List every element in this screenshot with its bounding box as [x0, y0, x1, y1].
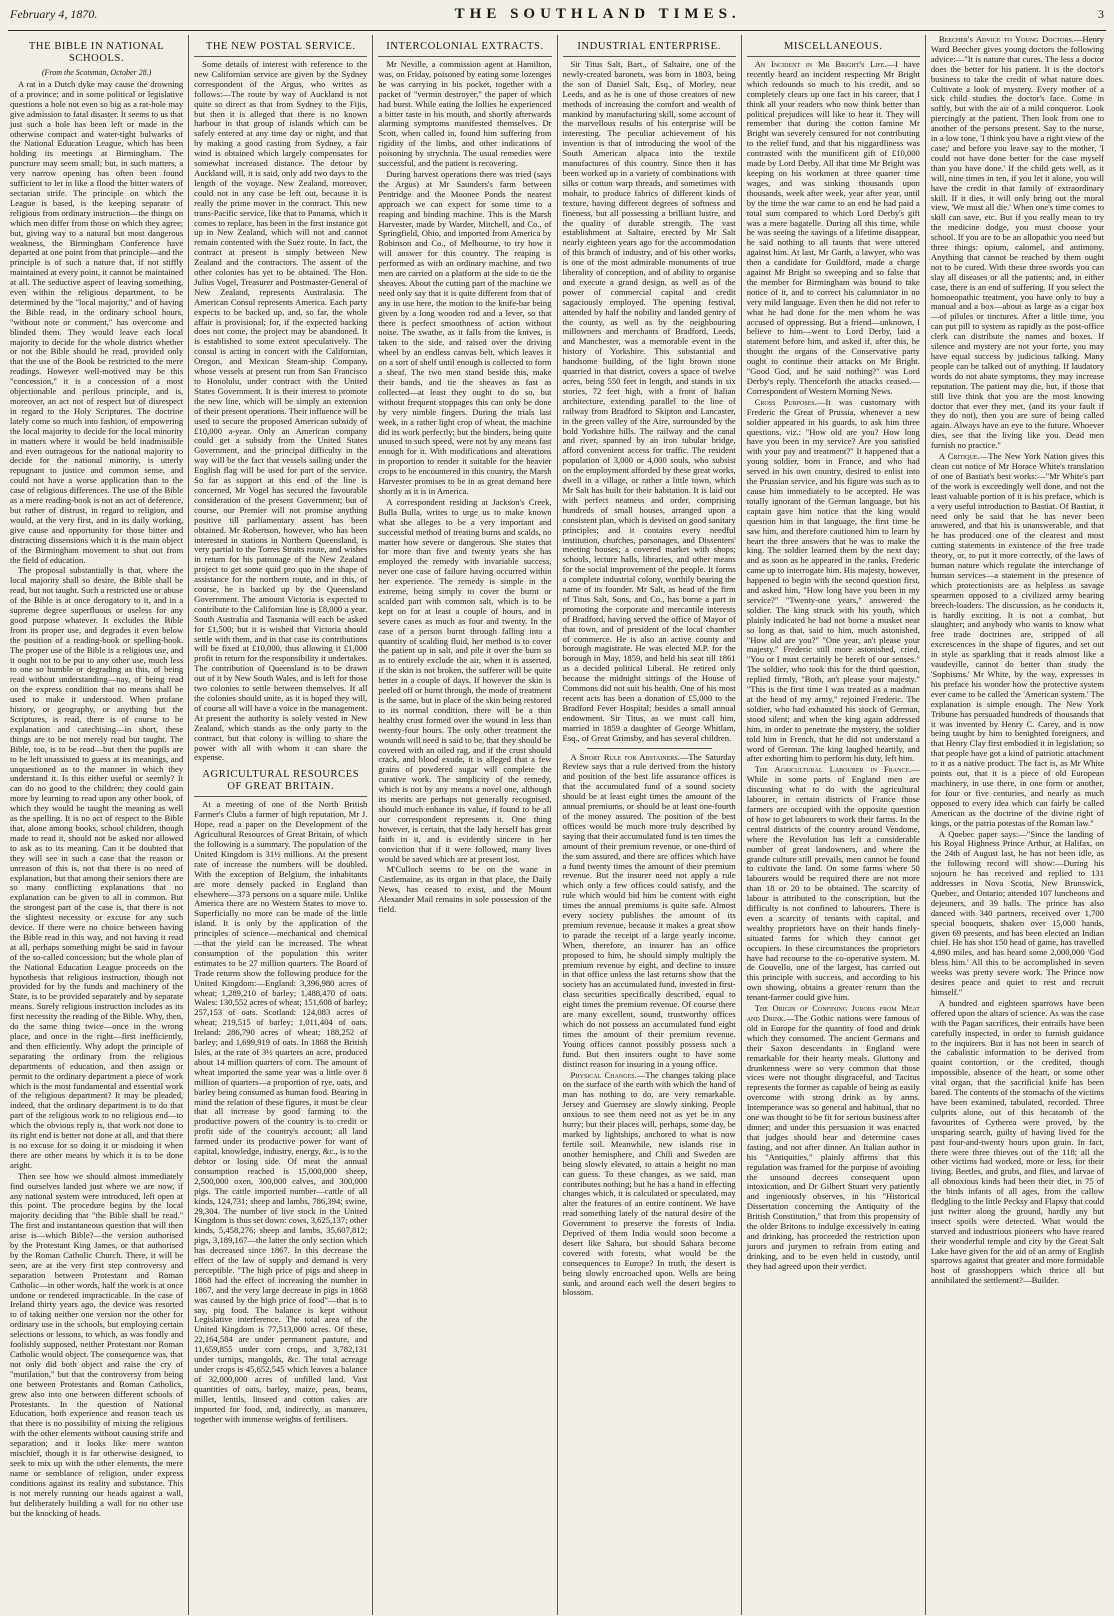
article-paragraph: At a meeting of one of the North British Farmer's Clubs a farmer of high reputation, Mr J. Hope, read a paper on the Development of the Agricultural Resources of Great Britain, of which the following is a summary. The population of the United Kingdom is 31½ millions. At the present rate of increase the numbers will be doubled. With the exception of Belgium, the inhabitants are more densely packed in England than elsewhere—373 persons on a square mile. Unlike America there are no Western States to move to. Superficially no more can be made of the little island. It is only by the application of the principles of science—mechanical and chemical—that the yield can be increased. The wheat consumption of the population this writer estimates to be 27 million quarters. The Board of Trade returns show the following produce for the United Kingdom:—England: 3,396,980 acres of wheat; 1,289,210 of barley; 1,488,470 of oats. Wales: 130,552 acres of wheat; 151,608 of barley; 257,153 of oats. Scotland: 124,083 acres of wheat; 219,515 of barley; 1,011,404 of oats. Ireland: 286,790 acres of wheat; 188,252 of barley; and 1,699,919 of oats. In 1868 the British Isles, at the rate of 3½ quarters an acre, produced about 14 million quarters of corn. The amount of wheat imported the same year was a little over 8 million of quarters—a proportion of rye, oats, and barley being consumed as human food. Bearing in mind the relation of these figures, it must be clear that all increase by good farming to the productive powers of the country is to credit or profit side of the country's account; all land farmed under its productive power for want of capital, knowledge, industry, energy, &c., is to the debtor or losing side. Of meat the annual consumption reached is 15,000,000 sheep, 2,500,000 oxen, 300,000 calves, and 300,000 pigs. The cattle imported number—cattle of all kinds, 124,731; sheep and lambs, 786,394; swine, 29,304. The number of live stock in the United Kingdom is thus set down: cows, 3,625,137; other kinds, 5,458,276; sheep and lambs, 35,607,812; pigs, 3,189,167—the latter the only section which has decreased since 1867. In this decrease the effect of the law of supply and demand is very perceptible. "The high price of pigs and sheep in 1868 had the effect of increasing the number in 1867, and the very large decrease in pigs in 1868 was caused by the high price of food"—that is to say, pig food. The balance is kept without Legislative interference. The total area of the United Kingdom is 77,513,000 acres. Of these, 22,164,584 are under permanent pasture, and 11,659,855 under corn crops, and 3,782,131 under turnips, mangolds, &c. The total acreage under crops is 45,652,545 which leaves a balance of 32,000,000 acres of unfilled land. Vast quantities of oats, barley, maize, peas, beans, millet, lentils, linseed and cotton cakes are imported for food, and, indirectly, as manures, together with immense weights of fertilisers. — [194, 799, 368, 1424]
paragraph-body: —The changes taking place on the surface of the earth with which the hand of man has nothing to do, are very remarkable. Jersey and Guernsey are slowly sinking. People anxious to see them need not as yet be in any hurry; but their places will, perhaps, some day, be marked by lightships, anchored to what is now fertile soil. Meanwhile, new islands rise in another hemisphere, and Chili and Sweden are being slowly elevated, to attain a height no man can guess. To these changes, as we said, man contributes nothing; but he has a hand in effecting changes which, it is calculated or speculated, may alter the features of an entire continent. We have read something lately of the natural desire of the Government to preserve the forests of India. Deprived of them India would soon become a desert like Sahara, but should Sahara become covered with forests, what would be the consequences to Europe? In truth, the desert is being slowly encroached upon. Wells are being sunk, and around each well the desert begins to blossom. — [562, 1069, 736, 1298]
article-paragraph: The proposal substantially is that, where the local majority shall so desire, the Bible shall be read, but not taught. Such a restricted use or abuse of the Bible is at once derogatory to it, and in a supreme degree superfluous or useless for any good purpose whatever. It excludes the Bible from its proper use, and degrades it even below the position of a reading-book or spelling-book. The proper use of the Bible is a religious use, and it ought not to be put to any other use, much less to one so humble or degrading as this, of being read without understanding—nay, of being read on the express condition that no means shall be used to make it understood. When profane history, or geography, or anything but the Scriptures, is read, there is of course to be explanation and catechising—in short, these things are to be not merely read but taught. The Bible, too, is to be read—but then the pupils are to be left unassisted to guess at its meanings, and unquestioned as to the manner in which they understand it. Is this either useful or seemly? It can do no good to the children; they could gain more by learning to read upon any other book, of which they would be taught the meaning as well as the spelling. It is no act of respect to the Bible that, alone among books, school children, though made to read it, should not be asked nor allowed to ask as to its meaning. Can it be doubted that they will see in such a case that the reason or unreason of this is, not that there is no need of explanation, but that among their seniors there are so many conflicting explanations that no explanation can be given to all in common. But the strongest part of the case is, that there is not the slightest necessity or excuse for any such device. If there were no choice between having the Bible read in this way, and not having it read at all, perhaps something might be said in favour of the so-called concession; but the whole plan of the National Education League proceeds on the hypothesis that religious instruction, though not provided for by the funds and machinery of the State, is to be provided separately and by separate means. Surely religious instruction includes as its first necessity the reading of the Bible. Why, then, do the same thing twice—once in the wrong place, and once in the right—first inefficiently, and then efficiently. Why adopt the principle of separating the ordinary from the religious departments of education, and then assign or permit to the ordinary department a piece of work which is the most fundamental and essential work of the religious department? It may be pleaded, indeed, that the ordinary department is to do that part of the religious work to no religious end—to which the obvious reply is, that work not done to its right end is better not done at all, and that there is no excuse for so doing it or misdoing it when there are other means by which it is to be done aright. — [10, 565, 184, 1170]
column-4 — [557, 35, 741, 1615]
article-paragraph: A correspondent residing at Jackson's Creek, Bulla Bulla, writes to urge us to make known what she alleges to be a very important and successful method of treating burns and scalds, no matter how severe or dangerous. She states that for more than five and twenty years she has employed the remedy with invariable success, never one case of failure having occurred within her experience. The remedy is simple in the extreme, being simply to cover the burnt or scalded part with common salt, which is to be kept on for at least a couple of hours, and in severe cases as much as four and twenty. In the case of a person burnt through falling into a quantity of scalding fluid, her method is to cover the patient up in salt, and pile it over the burn so as to entirely exclude the air, when it is asserted, if the skin is not broken, the sufferer will be quite better in a couple of days. If however the skin is peeled off or burnt through, the mode of treatment is the same, but in place of the skin being restored to its normal condition, there will be a thin healthy crust formed over the wound in less than twenty-four hours. The only other treatment the wounds will need is said to be, that they should be covered with an oiled rag, and if the crust should crack, and blood exude, it is alleged that a few grains of powdered sugar will complete the curative work. The simplicity of the remedy, which is not by any means a novel one, although its merits are perhaps not generally recognised, should much enhance its value, if found to be all our correspondent represents it. One thing however, is certain, that the lady herself has great faith in it, and is evidently sincere in her conviction that if it were followed, many lives would be saved which are at present lost. — [378, 496, 552, 864]
article-paragraph: Sir Titus Salt, Bart., of Saltaire, one of the newly-created baronets, was born in 1803, being the son of Daniel Salt, Esq., of Morley, near Leeds, and as he is one of those creators of new methods of increasing the comfort and wealth of mankind by manufacturing skill, some account of the marvellous results of his enterprise will be interesting. The peculiar achievement of his invention is that of introducing the wool of the South American alpaca into the textile manufactures of this country. Since then it has been worked up in a variety of combinations with silks or cotton warp threads, and sometimes with mohair, to produce fabrics of different kinds of texture, having different degrees of softness and fineness, but all possessing a brilliant lustre, and the quality of durable strength. The vast establishment at Saltaire, erected by Mr Salt nearly eighteen years ago for the accommodation of this branch of industry, and of his other works, is one of the most admirable monuments of true liberality of conception, and of ability to organise and execute a grand design, as well as of the power of commercial capital and credit sagaciously employed. The opening festival, attended by half the nobility and landed gentry of the county, as well as by the neighbouring millowners and merchants of Bradford, Leeds, and Manchester, was a memorable event in the history of Yorkshire. This substantial and handsome building, of the light brown stone quarried in that district, covers a space of twelve acres, being 550 feet in length, and stands in six stories, 72 feet high, with a front of Italian architecture, extending parallel to the line of railway from Bradford to Skipton and Lancaster, in the green valley of the Aire, surrounded by the bold Yorkshire hills. The railway and the canal and river, spanned by an iron tubular bridge, afford convenient access for traffic. The resident population of 3,000 or 4,000 souls, who subsist on the employment afforded by these great works, dwell in a village, or rather a little town, which Mr Salt has built for their habitation. It is laid out with perfect neatness and order, comprising hundreds of small houses, arranged upon a consistent plan, which is devised on good sanitary principles; and it contains every needful institution, churches, parsonages, and Dissenters' meeting houses; a covered market with shops; schools, lecture halls, libraries, and other means for the social improvement of the people. It forms a complete industrial colony, worthily bearing the name of its founder. Mr Salt, as head of the firm of Titus Salt, Sons, and Co., has borne a part in promoting the corporate and mercantile interests of Bradford, having served the office of Mayor of that town, and of president of the local chamber of commerce. He is also an active county and borough magistrate. He was elected M.P. for the borough in May, 1859, and held his seat till 1861 as a decided political Liberal. He retired only because the midnight sittings of the House of Commons did not suit his health. One of his most recent acts has been a donation of £5,000 to the Bradford Fever Hospital; besides a small annual endowment. Sir Titus, as we must call him, married in 1859 a daughter of George Whitlam, Esq., of Great Grimsby, and has several children. — [562, 59, 736, 743]
paragraph-body: —While in some parts of England men are discussing what to do with the agricultural labourer, in certain districts of France those farmers are occupied with the opposite question of how to get labourers to work their farms. In the central districts of the country around Vendome, where the Revolution has left a considerable number of great landowners, and where the grande culture still prevails, men cannot be found to cultivate the land. On some farms where 50 labourers would be required there are not more than 18 or 20 to be obtained. The scarcity of labour is attributed to the conscription, but the difficulty is not confined to labourers. There is even a scarcity of tenants with capital, and wealthy proprietors have on their hands finely-situated farms for which they cannot get occupiers. In these circumstances the proprietors have had recourse to the co-operative system. M. de Gouvello, one of the largest, has carried out this principle with success, and according to his own showing, obtains a greater return than the tenant-farmer could give him. — [746, 764, 920, 1003]
article-paragraph: Some details of interest with reference to the new Californian service are given by the Sydney correspondent of the Argus, who writes as follows:—The route by way of Auckland is not quite so direct as that from Sydney to the Fijis, but then it is alleged that there is no known harbour in that group of islands which can be safely entered at any time day or night, and that by making a good casting from Sydney, a fair wind is obtained which largely compensates for somewhat increased distance. The detour by Auckland will, it is said, only add two days to the length of the voyage. New Zealand, moreover, could not in any case be left out, because it is really the prime mover in the contract. This new trans-Pacific service, like that to Panama, which it comes to replace, has been in the first instance got up in New Zealand, which will not and cannot remain contented with the Suez route. In fact, the contract at present is simply between New Zealand and the contractors. The assent of the other colonies has yet to be obtained. The Hon. Julius Vogel, Treasurer and Postmaster-General of New Zealand, represents Australasia. The American Consul represents America. Each party expects to be backed up, and, so far, the whole affair is provisional; for, if the expected backing does not come, the project may be abandoned. It is established to some extent speculatively. The consul is acting in concert with the Californian, Oregon, and Mexican Steam-ship Company, whose vessels at present run from San Francisco to Honolulu, under contract with the United States Government. It is their interest to promote the new line, which will be simply an extension of their present operations. Their influence will be used to secure the proposed American subsidy of £10,000 a-year. Only an American company could get a subsidy from the United States Government, and the principal difficulty in the way will be the fact that vessels sailing under the English flag will be used for part of the service. So far as support at this end of the line is concerned, Mr Vogel has secured the favourable consideration of the present Government; but of course, our Premier will not promise anything positive till parliamentary assent has been obtained. Mr Robertson, however, who has been interested in stations in Northern Queensland, is very partial to the Torres Straits route, and wishes in return for his patronage of the New Zealand project to get some quid pro quo in the shape of assistance for the northern route, and in this, of course, he is backed up by the Queensland Government. The amount Victoria is expected to contribute to the Californian line is £8,000 a year. South Australia and Tasmania will each be asked for £1,500; but it is wished that Victoria should settle with them, and in that case its contributions will be fixed at £10,000, thus allowing it £1,000 profit in return for the responsibility it undertakes. The contribution of Queensland is to be drawn out of it by New South Wales, and is left for those two colonies to settle between themselves. If all the colonies should unite, as it is hoped they will, of course all will have a voice in the management. At present the authority is solely vested in New Zealand, which stands as the only party to the contract, but that colony is willing to share the power with all with whom it can share the expense. — [194, 59, 368, 763]
article-paragraph — [563, 1071, 736, 1299]
paragraph-lead: Physical Changes. — [570, 1069, 637, 1080]
newspaper-title: THE SOUTHLAND TIMES. — [454, 6, 741, 22]
article-source: (From the Scotsman, October 28.) — [41, 68, 152, 77]
article-paragraph — [747, 765, 920, 1003]
column-3 — [372, 35, 556, 1615]
article-title-industrial: INDUSTRIAL ENTERPRISE. — [563, 41, 736, 57]
paragraph-body: —The Saturday Review says that a rule derived from the history and position of the best life assurance offices is that the accumulated fund of a sound society should be at least eight times the amount of the annual premiums, or should be at least one-fourth of the money assured. The position of the best offices would be much more truly described by saying that their accumulated fund is ten times the amount of their premium revenue, or one-third of the sum assured, and there are offices which have a fund twenty times the amount of their premium revenue. But the insurer need not apply a rule which only a few offices could satisfy, and the rule which would bid him be content with eight times the annual premiums is quite safe. Almost every society publishes the amount of its premium revenue, because it makes a great show to parade the receipt of a large yearly income. When, therefore, an insurer has an office proposed to him, he should simply multiply the premium revenue by eight, and decline to insure in that office unless the last returns show that the society has an accumulated fund, invested in first-class securities specifically described, equal to eight times the premium revenue. Of course there are many excellent, sound, trustworthy offices which do not possess an accumulated fund eight times the amount of their premium revenue. Young offices cannot possibly possess such a fund. But then insurers ought to have some distinct reason for insuring in a young office. — [562, 751, 736, 1069]
article-paragraph — [563, 753, 736, 1070]
paragraph-lead: An Incident in Mr Bright's Life. — [754, 59, 887, 69]
page-number: 3 — [1097, 7, 1104, 21]
article-paragraph: A Quebec paper says:—"Since the landing of his Royal Highness Prince Arthur, at Halifax, on the 24th of August last, he has not been idle, as the following record will show:—During his sojourn he has received and replied to 131 addresses in Nova Scotia, New Brunswick, Quebec, and Ontario; attended 107 luncheons and dejeuners, and 39 balls. The prince has also danced with 340 partners, received over 1,700 special bouquets, shaken over 15,000 hands, given 69 presents, and has been elected an Indian chief. He has shot 150 head of game, has travelled 4,890 miles, and has heard some 2,000,000 'God bless him.' All this to be accomplished in seven weeks was pretty severe work. The Prince now desires peace and quiet to rest and recruit himself." — [930, 828, 1105, 997]
column-2 — [188, 35, 372, 1615]
paragraph-lead: Cross Purposes. — [754, 396, 817, 407]
column-5 — [741, 35, 925, 1615]
article-paragraph: A rat in a Dutch dyke may cause the drowning of a province; and in some political or legislative questions a hole not even so big as a rat-hole may give admission to fatal disaster. It seems to us that just such a hole has been left or made in the otherwise compact and water-tight bulwarks of the National Education League, which has been holding its meetings at Birmingham. The puncture may seem small; but, in such matters, a very narrow opening has often been found sufficient to let in like a flood the bitter waters of sectarian strife. The principle on which the League is based, is the keeping separate of religious from ordinary instruction—the things on which men differ from those on which they agree; but, giving way to a natural but most dangerous weakness, the Birmingham Conference have departed at one point from that principle—and the principle is of such a nature that, if not stiffly maintained at every point, it cannot be maintained at all. The seductive aspect of leaving something, even within the religious department, to be determined by the "local majority," and of having the Bible read, in the ordinary school hours, "without note or comment," has overcome and blinded them. They would leave each local majority to decide for the whole district whether or not the Bible should be read, provided only that the use of the Book be restricted to the mere readings. However well-motived may be this "concession," it is a concession of a most objectionable and perilous principle, and is, moreover, an act not of respect but of disrespect in regard to the Holy Scriptures. The doctrine lately come so much into fashion, of empowering the local majority to decide for the local minority in matters where it would be held inadmissible and even outrageous for the national majority to decide for the national minority, is utterly repugnant to justice and common sense, and could not have a worse application than to the case of religious differences. The use of the Bible as a mere reading-book is not an act of deference, but rather of distrust, in regard to religion, and would, at the very first, and in its daily working, give cause and opportunity for those bitter and distracting dissensions which it is the main object of the Birmingham movement to shut out from the field of education. — [10, 79, 184, 565]
article-paragraph — [747, 1004, 920, 1271]
article-paragraph: M'Culloch seems to be on the wane in Castlemaine, as its organ in that place, the Daily News, has ceased to exist, and the Mount Alexander Mail remains in sole possession of the field. — [378, 864, 552, 915]
article-paragraph — [747, 398, 920, 765]
article-paragraph: During harvest operations there was tried (says the Argus) at Mr Saunders's farm between Pentridge and the Moonee Ponds the nearest approach we can expect for some time to a reaping and binding machine. This is the Marsh Harvester, made by Warder, Mitchell, and Co., of Springfield, Ohio, and imported from America by Robinson and Co., of Melbourne, to try how it will answer for this country. The reaping is performed as with an ordinary machine, and two men are carried on a platform at the side to tie the sheaves. About the cutting part of the machine we need only say that it is quite different from that of any in use here, the motion to the knife-bar being given by a long wooden rod and a lever, so that there is perfect smoothness of action without noise. The swathe, as it falls from the knives, is taken to the side, and raised over the driving wheel by an endless canvas belt, which leaves it on a sort of shelf until enough is collected to form a sheaf. The two men stand beside this, make their bands, and tie the sheaves as fast as collected—at least they ought to do so, but without frequent stoppages this can only be done by very nimble fingers. During the trials last week, in a rather light crop of wheat, the machine did its work perfectly; but the binders, being quite unused to such speed, were not by any means fast enough for it. With modifications and alterations in proportion to render it suitable for the heavier crops to be encountered in this country, the Marsh Harvester promises to be in as great demand here shortly as it is in America. — [378, 168, 552, 496]
column-1 — [8, 35, 188, 1615]
paragraph-body: —I have recently heard an incident respecting Mr Bright which redounds so much to his credit, and so completely clears up one fact in his career, that I think all your readers who now think better than political prejudices will like to hear it. They will remember that during the cotton famine Mr Bright was severely censured for not contributing to the relief fund, and that his niggardliness was contrasted with the munificent gift of £10,000 made by Lord Derby. All that time Mr Bright was keeping on his workmen at three quarter time wages, and was sinking thousands upon thousands, week after week, year after year, until by the time the war came to an end he had paid a total sum compared to which Lord Derby's gift was a mere bagatelle. During all this time, while he was seeing the savings of a lifetime disappear, he said nothing to all taunts that were uttered against him. At last, Mr Garth, a lawyer, who was then a candidate for Guildford, made a charge against Mr Bright so sweeping and so false that the member for Birmingham was bound to take notice of it, and to correct his calumniator in no very mild language. Even then he did not refer to what he had done for the men whom he was accused of oppressing. But a friend—unknown, I believe to him—went to Lord Derby, laid a statement before him, and asked if, after this, he thought the organs of the Conservative party ought to continue their attacks on Mr Bright. "Good God, and he said nothing?" was Lord Derby's reply. Thenceforth the attacks ceased.—Correspondent of Western Morning News. — [746, 59, 920, 396]
paragraph-body: —The New York Nation gives this clean cut notice of Mr Horace White's translation of one of Bastiat's best works:—"Mr White's part of the work is exceedingly well done, and not the least valuable portion of it is his preface, which is a very useful introduction to Bastiat. Of Bastiat, it need only be said that he has never been answered, and that his is unanswerable, and that he has produced one of the clearest and most cutting statements in existence of the free trade theory, or, to put it more correctly, of the laws of human nature which regulate the interchange of human services—a statement in the presence of which protectionists are as helpless as savage spearmen opposed to a civilized army bearing breech-loaders. The discussion, as he conducts it, is hardly exciting. It is not a combat, but slaughter; and anybody who wants to know what free trade doctrines are, stripped of all excrescences in the shape of figures, and set out in style as sparkling that it reads almost like a vaudeville, cannot do better than study the 'Sophisms.' Mr White, by the way, expresses in his preface his wonder how the protective system ever came to be called the 'American system.' The explanation is simple enough. The New York Tribune has persuaded hundreds of thousands that it was invented by Henry C. Carey, and is now being taught by him to benighted foreigners, and that Henry Clay first embodied it in legislation; so that people have got a kind of patriotic attachment to it as a native product. The fact is, as Mr White points out, that it is a piece of old European machinery, in use there, in one form or another, for four or five centuries, and nearly as much opposed to every idea which can fairly be called American as the doctrine of the divine right of kings, or the patria potestas of the Roman law." — [930, 451, 1105, 828]
article-paragraph — [931, 35, 1104, 451]
article-paragraph: Then see how we should almost immediately find ourselves landed just where we are now, if any national system were introduced, left open at this point. The procedure begins by the local majority deciding that "the Bible shall be read." The first and instantaneous question that will then arise is—which Bible?—the version authorised by the Protestant King James, or that authorised by the Roman Catholic Church. There, it will be seen, are at the very first step controversy and separation between Protestant and Roman Catholic—in other words, half the work is at once undone or rendered impracticable. In the case of Ireland thirty years ago, the device was resorted to of taking neither one version nor the other for ordinary use in the schools, but employing certain selections or lessons, to which, as was fondly and foolishly supposed, neither Protestant nor Roman Catholic would object. The consequence was, that not only did both object and raise the cry of "mutilation," but that the controversy from being one between Protestants and Roman Catholics, grew also into one between different schools of Protestants. In the question of National Education, both experience and reason teach us that there is no possibility of mixing the religious with the other elements without causing strife and separation; and it looks like mere wanton mischief, though it is far otherwise designed, to seek to mix up with the other elements, the mere name or semblance of religion, under express conditions against its reality and substance. This is not merely running our heads against a wall, but deliberately building a wall for no other use but the knocking of heads. — [10, 1170, 184, 1518]
masthead — [8, 6, 1106, 31]
paragraph-lead: The Origin of Confining Jurors from Meat and Drink. — [746, 1003, 920, 1023]
column-6 — [925, 35, 1106, 1615]
article-title-postal: THE NEW POSTAL SERVICE. — [194, 41, 367, 57]
paragraph-body: —The Gothic nations were famous of old in Europe for the quantity of food and drink which they consumed. The ancient Germans and their Saxon descendants in England were remarkable for their hearty meals. Gluttony and drunkenness were so very common that those vices were not thought disgraceful, and Tacitus represents the former as capable of being as easily overcome with strong drink as by arms. Intemperance was so general and habitual, that no one was thought to be fit for serious business after dinner; and under this persuasion it was enacted that judges should hear and determine cases fasting, and not after dinner. An Italian author in his "Antiquities," plainly affirms that this regulation was framed for the purpose of avoiding the unsound decrees consequent upon intoxication, and Dr Gilbert Stuart very patiently and ingeniously observes, in his "Historical Dissertation concerning the Antiquity of the British Constitution," that from this propensity of the older Britons to indulge excessively in eating and drinking, has proceeded the restriction upon jurors and jurymen to refrain from eating and drinking, and to be even held in custody, until they had agreed upon their verdict. — [746, 1013, 920, 1271]
article-paragraph — [931, 452, 1104, 828]
article-title-agriculture: AGRICULTURAL RESOURCES OF GREAT BRITAIN. — [194, 769, 367, 797]
divider — [587, 748, 712, 749]
article-title-intercolonial: INTERCOLONIAL EXTRACTS. — [378, 41, 551, 57]
paragraph-lead: The Agricultural Labourer in France. — [754, 764, 912, 775]
paragraph-body: —It was customary with Frederic the Great of Prussia, whenever a new soldier appeared in his guards, to ask him three questions, viz.: "How old are you? How long have you been in my service? Are you satisfied with your pay and treatment?" It happened that a young soldier, born in France, and who had served in his own country, desired to enlist into the Prussian service, and his figure was such as to cause him immediately to be accepted. He was totally ignorant of the German language, but his captain gave him notice that the king would question him in that language, the first time he saw him, and therefore cautioned him to learn by heart the three answers that he was to make the king. The soldier learned them by the next day; and as soon as he appeared in the ranks, Frederic came up to interrogate him. His majesty, however, happened to begin with the second question first, and asked him, "How long have you been in my service?" "Twenty-one years," answered the soldier. The king struck with his youth, which plainly indicated he had not borne a musket near so long as that, said to him, much astonished, "How old are you?" "One year, an't please your majesty." Frederic still more astonished, cried, "You or I must certainly be bereft of our senses." The soldier, who took this for the third question, replied firmly, "Both, an't please your majesty." "This is the first time I was treated as a madman at the head of my army," rejoined Frederic. The soldier, who had exhausted his stock of German, stood silent; and when the king again addressed him, in order to penetrate the mystery, the soldier told him in French, that he did not understand a word of German. The king laughed heartily, and after exhorting him to perform his duty, left him. — [746, 396, 920, 764]
article-paragraph: A hundred and eighteen sparrows have been offered upon the altars of science. As was the case with the Pagan sacrifices, their entrails have been carefully inspected, in order to furnish guidance to the inquirers. But it has not been in search of the cabalistic information to be derived from quaint contortion, or the credited, though impossible, absence of the heart, or some other vital organ, that the sacrificial knife has been bared. The contents of the stomachs of the victims have been examined, tabulated, recorded. Three culprits alone, out of this hecatomb of the favourites of Cytherea were proved, by the unsparing search, guilty of having lived for the past four-and-twenty hours upon grain. In fact, there were three thieves out of the 118; all the other victims had worked, more or less, for their living. Beetles, and grubs, and flies, and larvae of all obnoxious kinds had been their diet, in 75 of the birds infants of all ages, from the callow fledgling to the little Pecksy and Flapsy that could just twitter along the ground, hardly any but insect spoils were detected. What would the starved and industrious pioneers who have reared their wonderful temple and city by the Great Salt Lake have given for the aid of an army of English sparrows against that greater and more formidable host of grasshoppers which thrice all but annihilated the settlement?—Builder. — [930, 997, 1105, 1286]
article-paragraph — [747, 60, 920, 397]
paragraph-body: —Henry Ward Beecher gives young doctors the following advice:—"It is nature that cures. The less a doctor does the better for his patient. It is the doctor's business to take the credit of what nature does. Cultivate a look of mystery. Every mother of a sick child studies the doctor's face. Come in softly, but with the air of a mild conqueror. Look piercingly at the patient. Then look from one to another of the persons present. Say to the nurse, in a low tone, 'I think you have a right view of the case;' and before you leave say to the mother, 'I could not have done better for the case myself than you have done.' If the child gets well, as it will, nine times in ten, if you let it alone, you will have the credit in that family of extraordinary skill. If it dies, it will only bring out the moral view, 'We must all die.' When one's time comes to skill can save, etc. But if you really mean to try the medicine dodge, you must choose your school. If you are to be an allopathic you need but three things: opium, calomel, and antimony. Anything that cannot be reached by them ought not to be cured. With these three swords you can slay all diseases or all the patients; and, in either case, there is an end of suffering. If you select the homoeopathic treatment, you have only to buy a manual and a box—about as large as a cigar box—of pilules or tinctures. After a little time, you can put pill to system as rapidly as the post-office clerk can distribute the names and boxes. If silence and mystery are not your forte, you may have equal success by judicious talking. Many people can be talked out of anything. If laudatory words do not abate symptoms, they may increase reputation. The patient may die, but, if those that still live think that you are the most knowing doctor that ever they met, (and its your fault if they do not), then you are sure of being called again. Always have an eye to the future. Whoever dies, see that the living like you. Dead men furnish no practice." — [930, 35, 1105, 451]
article-paragraph: Mr Neville, a commission agent at Hamilton, was, on Friday, poisoned by eating some lozenges he was carrying in his pocket, together with a packet of "vermin destroyer," the paper of which had burst. While eating the lollies he experienced a bitter taste in his mouth, and shortly afterwards alarming symptoms manifested themselves. Dr Scott, when called in, found him suffering from rigidity of the limbs, and other indications of poisoning by strychnia. The usual remedies were successful, and the patient is recovering. — [378, 59, 552, 169]
paragraph-lead: A Short Rule for Abstainers. — [570, 751, 680, 762]
article-title-bible: THE BIBLE IN NATIONAL SCHOOLS. — [28, 41, 165, 64]
paragraph-lead: Beecher's Advice to Young Doctors. — [938, 35, 1074, 44]
article-title-miscellaneous: MISCELLANEOUS. — [747, 41, 920, 57]
issue-date: February 4, 1870. — [10, 7, 98, 21]
columns — [8, 35, 1106, 1615]
paragraph-lead: A Critique. — [938, 451, 980, 462]
